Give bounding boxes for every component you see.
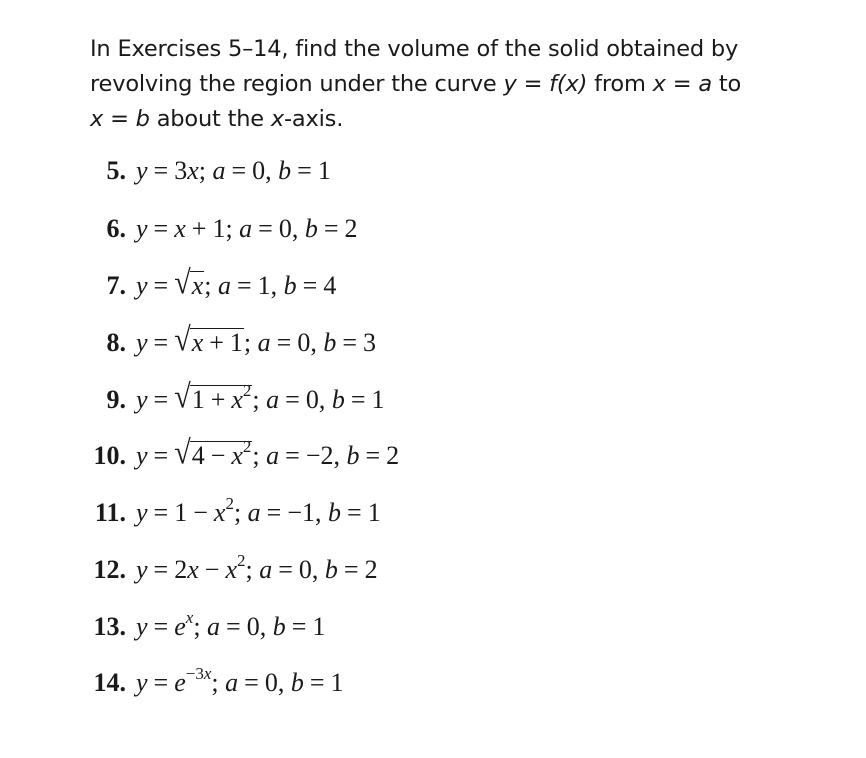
instructions-text: revolving the region under the curve [90, 71, 504, 97]
square-root: √ x + 1 [174, 321, 243, 359]
exercise-number: 14. [93, 668, 126, 697]
exercise-7: 7. y = √ x ; a = 1, b = 4 [88, 271, 336, 301]
square-root: √ x [174, 264, 204, 302]
upper-bound-expression: x = b [90, 106, 150, 132]
exercise-number: 10. [93, 441, 126, 470]
exercise-11: 11. $y = 1 - x^2$; a = −1, b = 1 [88, 498, 381, 528]
exercise-number: 12. [93, 555, 126, 584]
exercise-number: 6. [106, 214, 126, 243]
exercise-13: 13. $y = e^x$; a = 0, b = 1 [88, 612, 325, 642]
exercise-14: 14. $y = e^{-3x}$; a = 0, b = 1 [88, 668, 343, 698]
instructions-line-3 [90, 102, 850, 137]
exercise-5: 5. y = 3x; a = 0, b = 1 [88, 156, 331, 186]
instructions-line-2 [90, 67, 850, 102]
exercise-number: 13. [93, 612, 126, 641]
instructions-text: to [711, 71, 742, 97]
instructions-line-1: In Exercises 5–14, find the volume of the solid obtained by [90, 36, 739, 62]
exercise-number: 8. [106, 328, 126, 357]
exercise-6: 6. y = x + 1; a = 0, b = 2 [88, 214, 358, 244]
curve-expression: y = f(x) [503, 71, 588, 97]
square-root: √ $1 + x^2$ [174, 378, 252, 416]
exercise-12: 12. $y = 2x - x^2$; a = 0, b = 2 [88, 555, 378, 585]
exercise-8: 8. y = √ x + 1 ; a = 0, b = 3 [88, 328, 376, 358]
instructions-text: -axis. [284, 106, 344, 132]
square-root: √ $4 - x^2$ [174, 434, 252, 472]
instructions-text: about the [149, 106, 271, 132]
exercise-number: 9. [106, 385, 126, 414]
exercise-instructions [90, 32, 850, 137]
exercise-number: 5. [106, 156, 126, 185]
exercise-number: 7. [106, 271, 126, 300]
exercise-number: 11. [94, 498, 126, 527]
instructions-text: from [587, 71, 653, 97]
lower-bound-expression: x = a [652, 71, 712, 97]
exercise-9: 9. y = √ $1 + x^2$ ; a = 0, b = 1 [88, 385, 384, 415]
axis-variable: x [270, 106, 284, 132]
exercise-10: 10. y = √ $4 - x^2$ ; a = −2, b = 2 [88, 441, 399, 471]
